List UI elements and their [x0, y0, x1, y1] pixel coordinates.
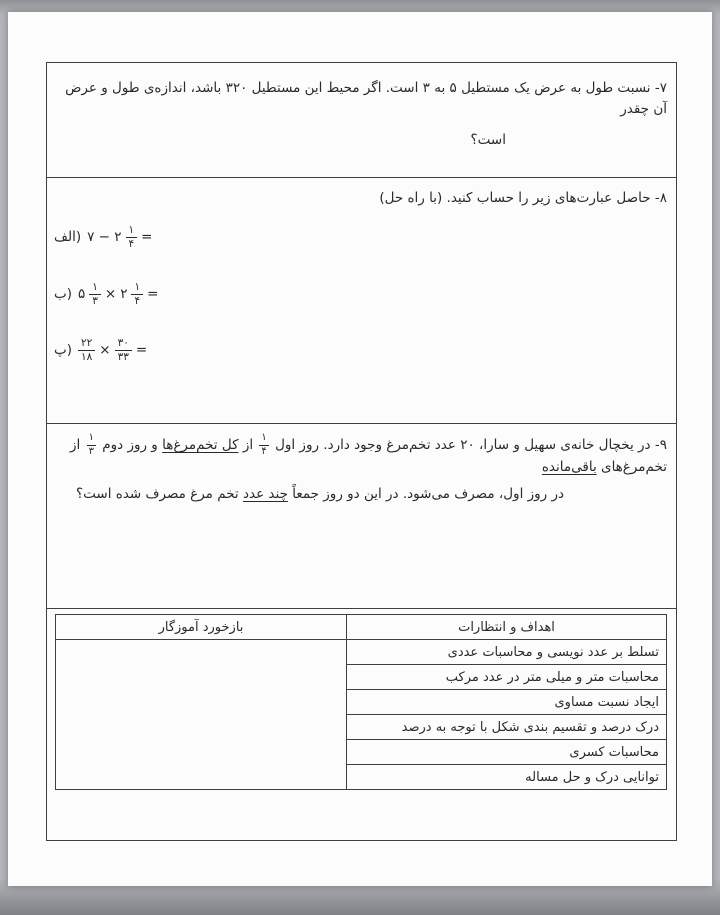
worksheet-outer-box [46, 62, 677, 841]
question-9-segment: ۹- در یخچال خانه‌ی سهیل و سارا، ۲۰ عدد تخم‌مرغ وجود دارد. روز اول [275, 437, 667, 453]
expression-a-label: الف) [54, 229, 82, 246]
goal-cell: تسلط بر عدد نویسی و محاسبات عددی [347, 640, 667, 665]
goal-cell: درک درصد و تقسیم بندی شکل با توجه به درصد [347, 715, 667, 740]
goals-column-header: اهداف و انتظارات [347, 615, 667, 640]
question-8-heading: ۸- حاصل عبارت‌های زیر را حساب کنید. (با راه حل) [379, 190, 667, 206]
underlined-phrase: باقی‌مانده [541, 459, 597, 475]
table-header-row [56, 615, 667, 640]
expression-p [54, 338, 147, 363]
whole-number: ۲ [120, 286, 128, 303]
goal-cell: توانایی درک و حل مساله [347, 765, 667, 790]
expression-a-terms: ۷ − ۲ [87, 229, 122, 246]
goal-cell: ایجاد نسبت مساوی [347, 690, 667, 715]
expression-b [54, 282, 158, 307]
paper-page [8, 12, 712, 886]
whole-number: ۵ [78, 286, 86, 303]
teacher-feedback-cell [56, 640, 347, 790]
fraction-numerator: ۳۰ [117, 336, 129, 349]
fraction-denominator: ۴ [261, 446, 267, 457]
question-9-segment: تخم مرغ مصرف شده است؟ [75, 486, 239, 503]
fraction-numerator: ۱ [128, 223, 135, 236]
question-7-section [47, 63, 676, 178]
question-9-text-line2 [47, 477, 676, 502]
fraction-denominator: ۳ [88, 446, 94, 457]
question-7-text-line1: ۷- نسبت طول به عرض یک مستطیل ۵ به ۳ است. اگر محیط این مستطیل ۳۲۰ باشد، اندازه‌ی طول و عرض آن چقدر [65, 80, 667, 117]
question-9-segment: و روز دوم [102, 437, 158, 453]
expression-p-label: پ) [54, 342, 72, 359]
expectations-table [55, 614, 667, 790]
fraction-numerator: ۱ [92, 280, 98, 293]
fraction-numerator: ۱ [261, 432, 267, 443]
feedback-column-header: بازخورد آموزگار [56, 615, 347, 640]
question-8-section [47, 178, 676, 424]
goal-cell: محاسبات کسری [347, 740, 667, 765]
expression-b-label: ب) [54, 286, 72, 303]
question-7-text-line2: است؟ [470, 131, 506, 148]
question-9-segment: از تخم‌مرغ‌های [70, 437, 667, 475]
fraction-numerator: ۱ [88, 432, 94, 443]
fraction-denominator: ۱۸ [78, 350, 95, 363]
fraction-denominator: ۴ [126, 237, 138, 250]
fraction [115, 338, 132, 363]
underlined-phrase: کل تخم‌مرغ‌ها [162, 437, 239, 453]
fraction [131, 282, 143, 307]
goal-cell: محاسبات متر و میلی متر در عدد مرکب [347, 665, 667, 690]
table-row [56, 640, 667, 665]
fraction [259, 433, 268, 457]
assessment-section [47, 614, 676, 843]
equals-sign: = [141, 229, 153, 246]
question-9-section [47, 424, 676, 609]
fraction [78, 338, 95, 363]
fraction-numerator: ۱ [134, 280, 141, 293]
underlined-phrase: چند عدد [242, 486, 288, 503]
question-9-text-line1 [47, 424, 676, 477]
fraction-denominator: ۴ [131, 294, 143, 307]
fraction [126, 225, 138, 250]
equals-sign: = [147, 286, 159, 303]
multiplication-sign: × [99, 342, 111, 359]
fraction-numerator: ۲۲ [81, 336, 93, 349]
fraction-denominator: ۳۳ [115, 350, 132, 363]
expression-a [54, 225, 152, 250]
fraction [89, 282, 101, 307]
multiplication-sign: × [104, 286, 117, 303]
fraction-denominator: ۳ [89, 294, 101, 307]
question-9-segment: از [242, 437, 254, 453]
fraction [87, 433, 96, 457]
question-9-segment: در روز اول، مصرف می‌شود. در این دو روز جمعاً [292, 486, 564, 503]
equals-sign: = [135, 342, 148, 359]
